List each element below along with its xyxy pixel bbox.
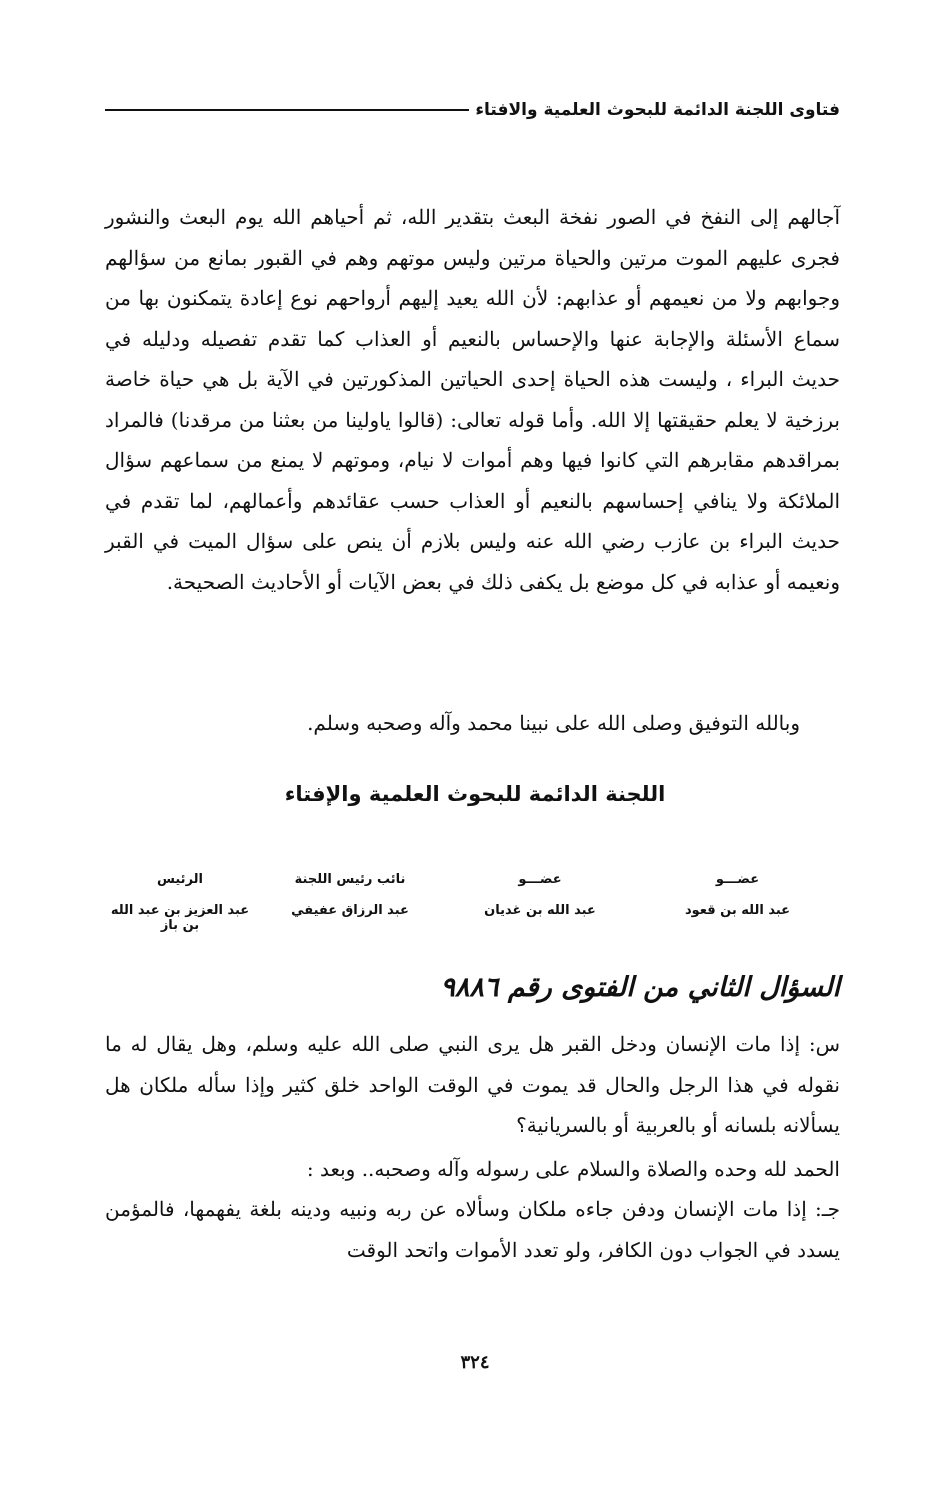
member-role: نائب رئيس اللجنة xyxy=(294,872,406,887)
member-role: عضـــو xyxy=(715,872,760,887)
committee-title: اللجنة الدائمة للبحوث العلمية والإفتاء xyxy=(284,782,666,806)
signature-names xyxy=(105,903,840,933)
question-heading: السؤال الثاني من الفتوى رقم ٩٨٨٦ xyxy=(440,972,840,1003)
question-text: س: إذا مات الإنسان ودخل القبر هل يرى النبي صلى الله عليه وسلم، وهل يقال له ما نقوله في هذا الرجل والحال قد يموت في الوقت الواحد خلق كثير وإذا سأله ملكان هل يسألانه بلسانه أو بالعربية أو بالسريانية؟ xyxy=(105,1032,840,1137)
member-role: الرئيس xyxy=(157,872,203,887)
member-name: عبد الرزاق عفيفي xyxy=(291,903,409,918)
running-title: فتاوى اللجنة الدائمة للبحوث العلمية والافتاء xyxy=(475,100,840,120)
member-name: عبد الله بن غديان xyxy=(484,903,596,918)
header-rule xyxy=(105,109,469,111)
closing-line: وبالله التوفيق وصلى الله على نبينا محمد وآله وصحبه وسلم. xyxy=(307,711,800,735)
member-name: عبد الله بن قعود xyxy=(684,903,791,918)
page-number: ٣٢٤ xyxy=(460,1352,490,1373)
main-paragraph: آجالهم إلى النفخ في الصور نفخة البعث بتقدير الله، ثم أحياهم الله يوم البعث والنشور فجرى عليهم الموت مرتين والحياة مرتين وليس موتهم وهم في القبور بمانع من سؤالهم وجوابهم ولا من نعيمهم أو عذابهم: لأن الله يعيد إليهم أرواحهم نوع إعادة يتمكنون بها من سماع الأسئلة والإجابة عنها والإحساس بالنعيم أو العذاب كما تقدم تفصيله ودليله في حديث البراء ، وليست هذه الحياة إحدى الحياتين المذكورتين في الآية بل هي حياة خاصة برزخية لا يعلم حقيقتها إلا الله. وأما قوله تعالى: (قالوا ياولينا من بعثنا من مرقدنا) فالمراد بمراقدهم مقابرهم التي كانوا فيها وهم أموات لا نيام، وموتهم لا يمنع من سماعهم سؤال الملائكة ولا ينافي إحساسهم بالنعيم أو العذاب حسب عقائدهم وأعمالهم، لما تقدم في حديث البراء بن عازب رضي الله عنه وليس بلازم أن ينص على سؤال الميت في القبر ونعيمه أو عذابه في كل موضع بل يكفى ذلك في بعض الآيات أو الأحاديث الصحيحة. xyxy=(105,205,840,594)
praise-line: الحمد لله وحده والصلاة والسلام على رسوله وآله وصحبه.. وبعد : xyxy=(306,1157,840,1181)
answer-text: جـ: إذا مات الإنسان ودفن جاءه ملكان وسألاه عن ربه ونبيه ودينه بلغة يفهمها، فالمؤمن يسدد في الجواب دون الكافر، ولو تعدد الأموات واتحد الوقت xyxy=(105,1197,840,1262)
signature-roles xyxy=(105,872,840,887)
member-role: عضـــو xyxy=(518,872,562,887)
member-name: عبد العزيز بن عبد الله بن باز xyxy=(110,903,250,933)
running-header xyxy=(105,96,840,124)
